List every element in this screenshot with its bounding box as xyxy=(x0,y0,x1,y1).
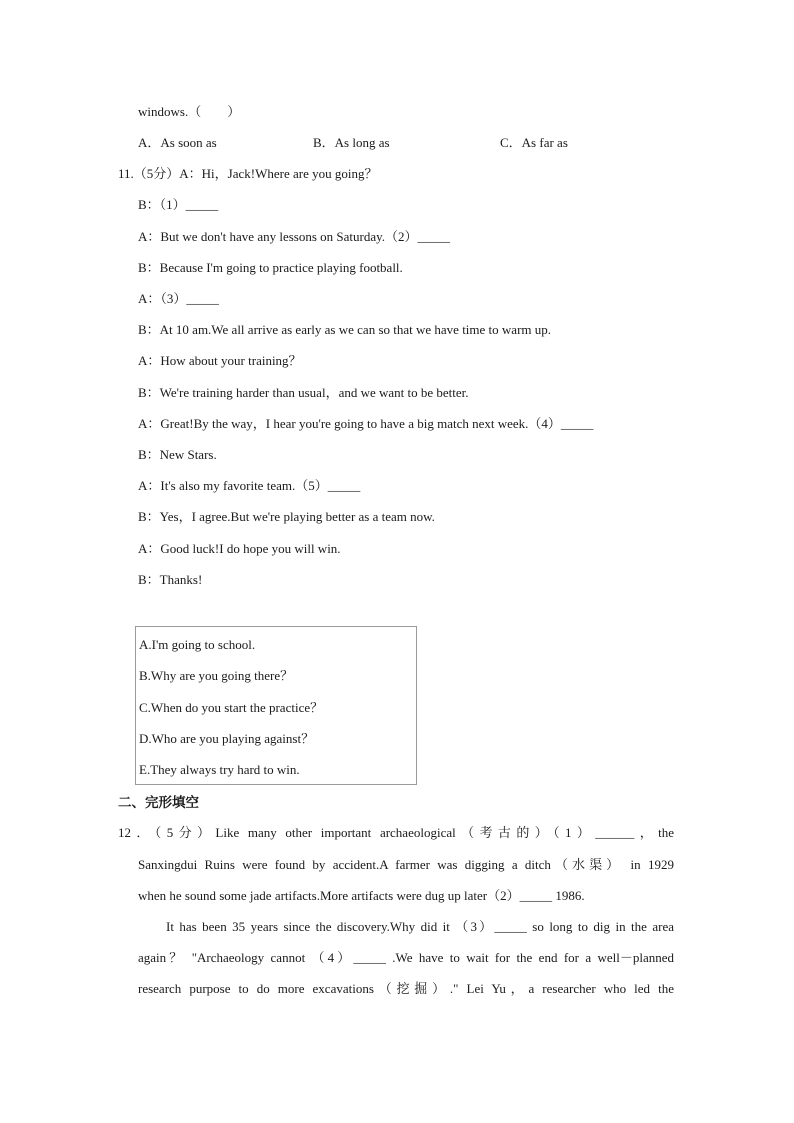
dialogue-line: B：At 10 am.We all arrive as early as we can so that we have time to warm up. xyxy=(138,322,552,337)
q12-line: again？ "Archaeology cannot （4）_____ .We have to wait for the end for a well－planned xyxy=(138,950,674,965)
dialogue-line: B：Thanks! xyxy=(138,572,203,587)
dialogue-line: A：Good luck!I do hope you will win. xyxy=(138,541,341,556)
choice-item: C.When do you start the practice？ xyxy=(139,700,324,715)
q11-header: 11.（5分）A：Hi，Jack!Where are you going？ xyxy=(118,166,378,181)
dialogue-line: A：It's also my favorite team.（5）_____ xyxy=(138,478,361,493)
choice-item: B.Why are you going there？ xyxy=(139,668,294,683)
q12-line: when he sound some jade artifacts.More artifacts were dug up later（2）_____ 1986. xyxy=(138,888,585,903)
dialogue-line: A：Great!By the way，I hear you're going to have a big match next week.（4）_____ xyxy=(138,416,594,431)
choices-box xyxy=(135,626,417,785)
q10-option-b: B．As long as xyxy=(313,135,390,150)
q12-line: 12．（5分）Like many other important archaeological（考古的）（1）______，the xyxy=(118,825,674,840)
q10-option-a: A．As soon as xyxy=(138,135,217,150)
dialogue-line: B：Yes，I agree.But we're playing better as a team now. xyxy=(138,509,435,524)
dialogue-line: A：But we don't have any lessons on Saturday.（2）_____ xyxy=(138,229,451,244)
dialogue-line: A：（3）_____ xyxy=(138,291,219,306)
dialogue-line: B：Because I'm going to practice playing football. xyxy=(138,260,403,275)
section-heading: 二、完形填空 xyxy=(118,795,199,811)
q12-line: Sanxingdui Ruins were found by accident.A farmer was digging a ditch（水渠） in 1929 xyxy=(138,857,674,872)
choice-item: D.Who are you playing against？ xyxy=(139,731,315,746)
dialogue-line: B：We're training harder than usual，and we want to be better. xyxy=(138,385,469,400)
q10-line: windows.（ ） xyxy=(138,104,241,119)
dialogue-line: B：（1）_____ xyxy=(138,197,219,212)
q12-line: research purpose to do more excavations（挖掘）." Lei Yu，a researcher who led the xyxy=(138,981,674,996)
choice-item: E.They always try hard to win. xyxy=(139,762,300,777)
choice-item: A.I'm going to school. xyxy=(139,637,256,652)
q12-line: It has been 35 years since the discovery.Why did it （3）_____ so long to dig in the area xyxy=(166,919,674,934)
dialogue-line: A：How about your training？ xyxy=(138,353,302,368)
q10-option-c: C．As far as xyxy=(500,135,568,150)
dialogue-line: B：New Stars. xyxy=(138,447,217,462)
